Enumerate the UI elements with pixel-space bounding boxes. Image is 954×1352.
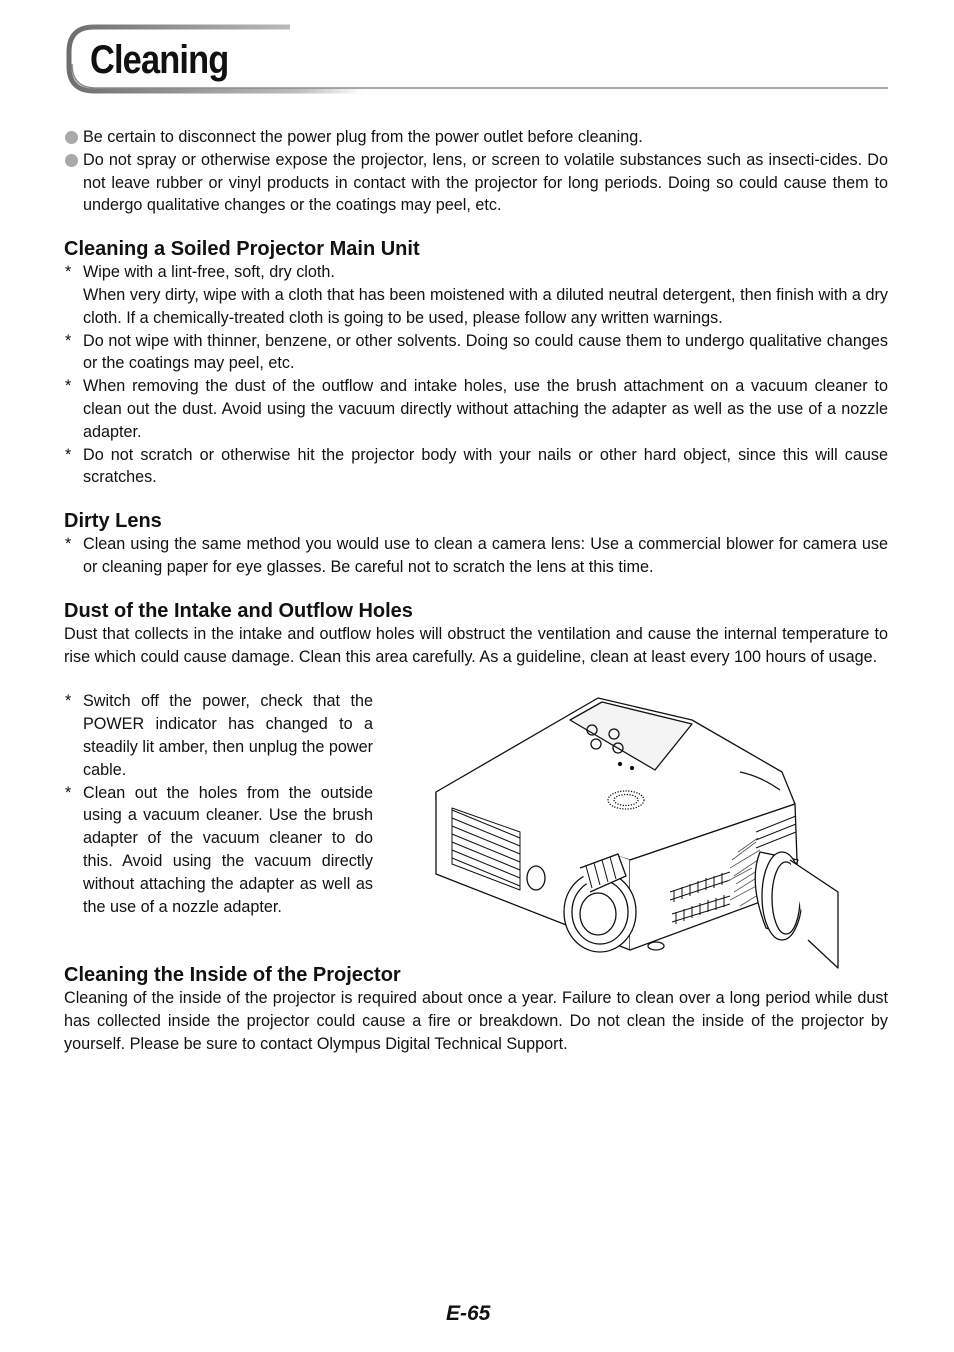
dirty-lens-list [64,533,888,579]
list-item: * Do not wipe with thinner, benzene, or other solvents. Doing so could cause them to undergo qualitative changes or the coatings may peel, etc. [65,331,888,373]
section-dirty-lens [64,509,888,579]
intro-bullet-list [64,126,888,217]
dust-holes-list [64,690,373,918]
asterisk-marker: * [65,377,72,396]
asterisk-marker: * [65,331,72,350]
asterisk-marker: * [65,783,72,802]
section-paragraph: Dust that collects in the intake and outflow holes will obstruct the ventilation and cause the internal temperature to rise which could cause damage. Clean this area carefully. As a guideline, clean at least every 100 hours of usage. [64,624,888,666]
page-number: E-65 [446,1302,491,1325]
bullet-dot-icon [65,154,78,167]
list-item: * Do not scratch or otherwise hit the projector body with your nails or other hard object, since this will cause scratches. [65,445,888,487]
section-inside [64,963,888,1055]
asterisk-marker: * [65,263,72,282]
list-item: * Clean using the same method you would use to clean a camera lens: Use a commercial blower for camera use or cleaning paper for eye glasses. Be careful not to scratch the lens at this time. [65,535,888,576]
bullet-dot-icon [65,131,78,144]
projector-icon [430,692,840,970]
section-paragraph: Cleaning of the inside of the projector is required about once a year. Failure to clean over a long period while dust has collected inside the projector could cause a fire or breakdown. Do not clean the inside of the projector by yourself. Please be sure to contact Olympus Digital Technical Support. [64,989,888,1053]
asterisk-marker: * [65,445,72,464]
intro-bullet: Do not spray or otherwise expose the projector, lens, or screen to volatile substances such as insecti-cides. Do not leave rubber or vinyl products in contact with the projector for long periods. Doing so could cause them to undergo qualitative changes or the coatings may peel, etc. [64,149,888,217]
page-title: Cleaning [90,38,229,82]
section-heading: Cleaning a Soiled Projector Main Unit [64,238,420,261]
intro-bullet: Be certain to disconnect the power plug from the power outlet before cleaning. [64,126,888,149]
list-item: * When removing the dust of the outflow and intake holes, use the brush attachment on a vacuum cleaner to clean out the dust. Avoid using the vacuum directly without attaching the adapter as well as the use of a nozzle adapter. [65,377,888,441]
projector-vacuum-illustration [430,692,840,970]
section-main-unit [64,237,888,489]
asterisk-marker: * [65,535,72,554]
list-item: * Clean out the holes from the outside using a vacuum cleaner. Use the brush adapter of the vacuum cleaner to do this. Avoid using the vacuum directly without attaching the adapter as well as the use of a nozzle adapter. [65,783,373,916]
section-heading: Cleaning the Inside of the Projector [64,964,401,986]
asterisk-marker: * [65,692,72,711]
main-unit-list [64,261,888,489]
list-item: * Wipe with a lint-free, soft, dry cloth. When very dirty, wipe with a cloth that has been moistened with a diluted neutral detergent, then finish with a dry cloth. If a chemically-treated cloth is going to be used, please follow any written warnings. [65,263,888,327]
list-item: * Switch off the power, check that the POWER indicator has changed to a steadily lit amber, then unplug the power cable. [65,692,373,779]
section-heading: Dirty Lens [64,510,162,533]
section-heading: Dust of the Intake and Outflow Holes [64,599,413,622]
